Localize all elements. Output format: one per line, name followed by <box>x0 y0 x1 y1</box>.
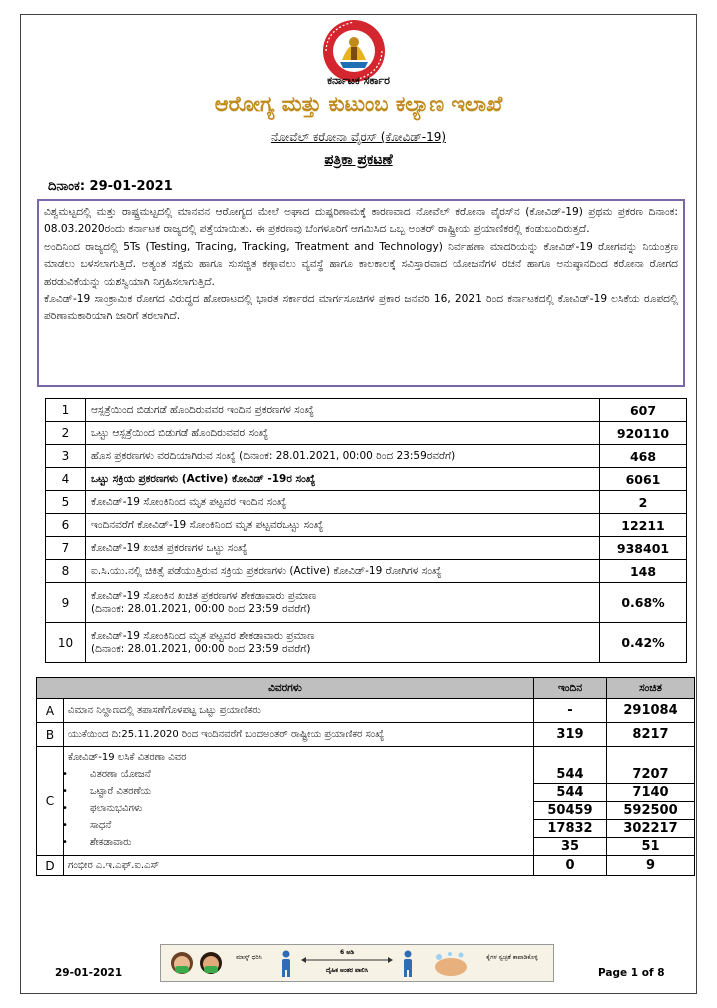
row-label: ಐ.ಸಿ.ಯು.ನಲ್ಲಿ ಚಿಕಿತ್ಸೆ ಪಡೆಯುತ್ತಿರುವ ಸಕ್ರಿಯ ಪ್ರಕರಣಗಳು (Active) ಕೋವಿಡ್-19 ರೋಗಿಗಳ ಸಂಖ್ಯೆ <box>86 560 600 583</box>
stats-row <box>46 583 687 623</box>
vaccine-today-value: 50459 <box>534 802 606 820</box>
vaccine-cumulative-value: 592500 <box>607 802 694 820</box>
vaccine-cumulative-stack <box>607 747 694 855</box>
vaccine-item: • ಶೇಕಡಾವಾರು <box>90 834 529 851</box>
release-date: ದಿನಾಂಕ: 29-01-2021 <box>48 179 173 194</box>
row-value: 6061 <box>600 468 687 491</box>
row-label: ಒಟ್ಟು ಆಸ್ಪತ್ರೆಯಿಂದ ಬಿಡುಗಡೆ ಹೊಂದಿರುವವರ ಸಂಖ್ಯೆ <box>86 422 600 445</box>
row-value: 0.68% <box>600 583 687 623</box>
hand-wash-icon <box>431 949 471 979</box>
person-icon <box>401 950 415 978</box>
banner-mask-text: ಮಾಸ್ಕ್ ಧರಿಸಿ <box>236 954 262 961</box>
page-prefix: Page <box>598 967 631 979</box>
row-value: 12211 <box>600 514 687 537</box>
distance-arrow-icon <box>301 957 393 963</box>
vaccine-items <box>68 766 529 851</box>
document-subtitle: ನೋವೆಲ್ ಕರೋನಾ ವೈರಸ್ (ಕೋವಿಡ್-19) <box>270 130 447 144</box>
row-today: 319 <box>534 723 607 747</box>
vaccine-cumulative-value: 7140 <box>607 784 694 802</box>
intro-paragraph-1: ವಿಶ್ವಮಟ್ಟದಲ್ಲಿ ಮತ್ತು ರಾಷ್ಟ್ರಮಟ್ಟದಲ್ಲಿ ಮಾನವನ ಆರೋಗ್ಯದ ಮೇಲೆ ಅಘಾದ ದುಷ್ಪರಿಣಾಮಕ್ಕೆ ಕಾರಣವಾದ ನೋವೆಲ್ ಕರೋನಾ ವೈರಸ್‌ನ (ಕೋವಿಡ್-19) ಪ್ರಥಮ ಪ್ರಕರಣ ದಿನಾಂಕ: 08.03.2020ರಂದು ಕರ್ನಾಟಕ ರಾಜ್ಯದಲ್ಲಿ ಪತ್ತೆಯಾಯಿತು. ಈ ಪ್ರಕರಣವು ಬೆಂಗಳೂರಿಗೆ ಆಗಮಿಸಿದ ಒಬ್ಬ ಅಂತರ್ ರಾಷ್ಟ್ರೀಯ ಪ್ರಯಾಣಿಕರಲ್ಲಿ ಕಂಡುಬಂದಿರುತ್ತದೆ. <box>44 206 678 236</box>
vaccine-cumulative-value: 7207 <box>607 766 694 784</box>
row-letter: C <box>37 747 64 856</box>
footer-date: 29-01-2021 <box>55 967 123 979</box>
row-value: 0.42% <box>600 623 687 663</box>
row-value: 920110 <box>600 422 687 445</box>
row-value: 468 <box>600 445 687 468</box>
row-value: 938401 <box>600 537 687 560</box>
vaccine-item: • ಫಲಾನುಭವಿಗಳು <box>90 800 529 817</box>
masked-faces-icon <box>167 948 229 980</box>
page-indicator <box>598 967 665 979</box>
stats-row <box>46 445 687 468</box>
row-cumulative: 291084 <box>607 699 695 723</box>
stats-row <box>46 491 687 514</box>
row-label: ಆಸ್ಪತ್ರೆಯಿಂದ ಬಿಡುಗಡೆ ಹೊಂದಿರುವವರ ಇಂದಿನ ಪ್ರಕರಣಗಳ ಸಂಖ್ಯೆ <box>86 399 600 422</box>
row-label: ಕೋವಿಡ್-19 ಸೋಂಕಿನಿಂದ ಮೃತ ಪಟ್ಟವರ ಇಂದಿನ ಸಂಖ್ಯೆ <box>86 491 600 514</box>
stats-row <box>46 560 687 583</box>
person-icon <box>279 950 293 978</box>
press-release-heading: ಪತ್ರಿಕಾ ಪ್ರಕಟಣೆ <box>324 152 393 168</box>
header-today: ಇಂದಿನ <box>534 678 607 699</box>
vaccine-today-column <box>534 747 607 856</box>
vaccine-item: • ಒಟ್ಟಾರೆ ವಿತರಣೆಯ <box>90 783 529 800</box>
row-label: ಕೋವಿಡ್-19 ಖಚಿತ ಪ್ರಕರಣಗಳ ಒಟ್ಟು ಸಂಖ್ಯೆ <box>86 537 600 560</box>
row-label: ಇಂದಿನವರೆಗೆ ಕೋವಿಡ್-19 ಸೋಂಕಿನಿಂದ ಮೃತ ಪಟ್ಟವರಒಟ್ಟು ಸಂಖ್ಯೆ <box>86 514 600 537</box>
row-letter: B <box>37 723 64 747</box>
details-row-b <box>37 723 695 747</box>
row-number: 3 <box>46 445 86 468</box>
intro-box <box>37 199 685 387</box>
details-header-row <box>37 678 695 699</box>
row-letter: A <box>37 699 64 723</box>
vaccine-item: • ಸಾಧನೆ <box>90 817 529 834</box>
details-table <box>36 677 695 876</box>
stats-row <box>46 537 687 560</box>
intro-paragraph-2: ಅಂದಿನಿಂದ ರಾಜ್ಯದಲ್ಲಿ 5Ts (Testing, Tracing, Tracking, Treatment and Technology) ನಿರ್ವಹಣಾ ಮಾದರಿಯನ್ನು ಕೋವಿಡ್-19 ರೋಗವನ್ನು ನಿಯಂತ್ರಣ ಮಾಡಲು ಬಳಸಲಾಗುತ್ತಿದೆ. ಅತ್ಯಂತ ಸಕ್ಷಮ ಹಾಗೂ ಸುಸಜ್ಜಿತ ಕಣ್ಗಾವಲು ವ್ಯವಸ್ಥೆ ಹಾಗೂ ಕಾಲಕಾಲಕ್ಕೆ ಸವಿಸ್ತಾರವಾದ ಯೋಜನೆಗಳ ರಚನೆ ಹಾಗೂ ಅನುಷ್ಠಾನದಿಂದ ಕರೋನಾ ರೋಗದ ಹರಡುವಿಕೆಯನ್ನು ಯಶಸ್ವಿಯಾಗಿ ನಿಗ್ರಹಿಸಲಾಗುತ್ತಿದೆ. <box>44 240 678 288</box>
row-label: ಗಂಭೀರ ಎ.ಇ.ಎಫ್.ಐ.ಎಸ್ <box>64 856 534 876</box>
covid-awareness-banner <box>160 944 554 982</box>
vaccine-title: ಕೋವಿಡ್-19 ಲಸಿಕೆ ವಿತರಣಾ ವಿವರ <box>68 752 187 763</box>
row-label: ಕೋವಿಡ್-19 ಸೋಂಕಿನಿಂದ ಮೃತ ಪಟ್ಟವರ ಶೇಕಡಾವಾರು ಪ್ರಮಾಣ <box>91 629 315 642</box>
details-row-a <box>37 699 695 723</box>
vaccine-today-value: 544 <box>534 784 606 802</box>
row-number: 8 <box>46 560 86 583</box>
row-today: - <box>534 699 607 723</box>
vaccine-item: • ವಿತರಣಾ ಯೋಜನೆ <box>90 766 529 783</box>
row-number: 1 <box>46 399 86 422</box>
page-number: 1 <box>630 967 639 979</box>
vaccine-today-value: 17832 <box>534 820 606 838</box>
stats-row <box>46 468 687 491</box>
row-sublabel: (ದಿನಾಂಕ: 28.01.2021, 00:00 ರಿಂದ 23:59 ರವರೆಗೆ) <box>91 642 311 655</box>
row-value: 2 <box>600 491 687 514</box>
department-title: ಆರೋಗ್ಯ ಮತ್ತು ಕುಟುಂಬ ಕಲ್ಯಾಣ ಇಲಾಖೆ <box>214 92 503 116</box>
row-number: 10 <box>46 623 86 663</box>
page-total: 8 <box>657 967 665 979</box>
row-number: 2 <box>46 422 86 445</box>
row-label-cell <box>86 623 600 663</box>
row-sublabel: (ದಿನಾಂಕ: 28.01.2021, 00:00 ರಿಂದ 23:59 ರವರೆಗೆ) <box>91 602 311 615</box>
intro-paragraph-3: ಕೊವಿಡ್-19 ಸಾಂಕ್ರಾಮಿಕ ರೋಗದ ವಿರುದ್ಧದ ಹೋರಾಟದಲ್ಲಿ ಭಾರತ ಸರ್ಕಾರದ ಮಾರ್ಗಸೂಚಿಗಳ ಪ್ರಕಾರ ಜನವರಿ 16, 2021 ರಿಂದ ಕರ್ನಾಟಕದಲ್ಲಿ ಕೋವಿಡ್-19 ಲಸಿಕೆಯ ರೂಪದಲ್ಲಿ ಪರಿಣಾಮಕಾರಿಯಾಗಿ ಜಾರಿಗೆ ತರಲಾಗಿದೆ. <box>44 293 678 323</box>
banner-distance-top: 6 ಅಡಿ <box>340 949 354 956</box>
government-name: ಕರ್ನಾಟಕ ಸರ್ಕಾರ <box>327 74 390 87</box>
stats-row <box>46 623 687 663</box>
row-value: 148 <box>600 560 687 583</box>
header-cumulative: ಸಂಚಿತ <box>607 678 695 699</box>
stats-row <box>46 514 687 537</box>
row-number: 5 <box>46 491 86 514</box>
details-row-d <box>37 856 695 876</box>
details-row-c <box>37 747 695 856</box>
row-label: ವಿಮಾನ ನಿಲ್ದಾಣದಲ್ಲಿ ತಪಾಸಣೆಗೊಳಪಟ್ಟ ಒಟ್ಟು ಪ್ರಯಾಣಿಕರು <box>64 699 534 723</box>
row-number: 9 <box>46 583 86 623</box>
row-number: 4 <box>46 468 86 491</box>
banner-hands-text: ಕೈಗಳ ಸ್ವಚ್ಛತೆ ಕಾಪಾಡಿಕೊಳ್ಳಿ <box>486 954 538 961</box>
vaccine-today-stack <box>534 747 606 855</box>
row-label: ಒಟ್ಟು ಸಕ್ರಿಯ ಪ್ರಕರಣಗಳು (Active) ಕೋವಿಡ್ -19ರ ಸಂಖ್ಯೆ <box>86 468 600 491</box>
row-cumulative: 8217 <box>607 723 695 747</box>
row-number: 6 <box>46 514 86 537</box>
vaccine-cumulative-value: 51 <box>641 839 660 854</box>
page-separator: of <box>638 967 658 979</box>
row-label: ಹೊಸ ಪ್ರಕರಣಗಳು ವರದಿಯಾಗಿರುವ ಸಂಖ್ಯೆ (ದಿನಾಂಕ: 28.01.2021, 00:00 ರಿಂದ 23:59ರವರೆಗೆ) <box>86 445 600 468</box>
stats-table <box>45 398 687 663</box>
row-number: 7 <box>46 537 86 560</box>
header-details: ವಿವರಗಳು <box>37 678 534 699</box>
row-label: ಯುಕೆಯಿಂದ ದಿ:25.11.2020 ರಿಂದ ಇಂದಿನವರೆಗೆ ಬಂದಅಂತರ್ ರಾಷ್ಟ್ರೀಯ ಪ್ರಯಾಣಿಕರ ಸಂಖ್ಯೆ <box>64 723 534 747</box>
stats-row <box>46 399 687 422</box>
vaccine-today-value: 35 <box>560 839 580 854</box>
vaccine-cumulative-value: 302217 <box>607 820 694 838</box>
row-cumulative: 9 <box>607 856 695 876</box>
vaccine-cumulative-column <box>607 747 695 856</box>
row-label-cell <box>86 583 600 623</box>
banner-distance-text: ದೈಹಿಕ ಅಂತರ ಪಾಲಿಸಿ <box>325 967 369 974</box>
row-label: ಕೋವಿಡ್-19 ಸೋಂಕಿನ ಖಚಿತ ಪ್ರಕರಣಗಳ ಶೇಕಡಾವಾರು ಪ್ರಮಾಣ <box>91 589 317 602</box>
vaccine-today-value: 544 <box>534 766 606 784</box>
stats-row <box>46 422 687 445</box>
row-letter: D <box>37 856 64 876</box>
vaccine-details-cell <box>64 747 534 856</box>
row-value: 607 <box>600 399 687 422</box>
row-today: 0 <box>534 856 607 876</box>
